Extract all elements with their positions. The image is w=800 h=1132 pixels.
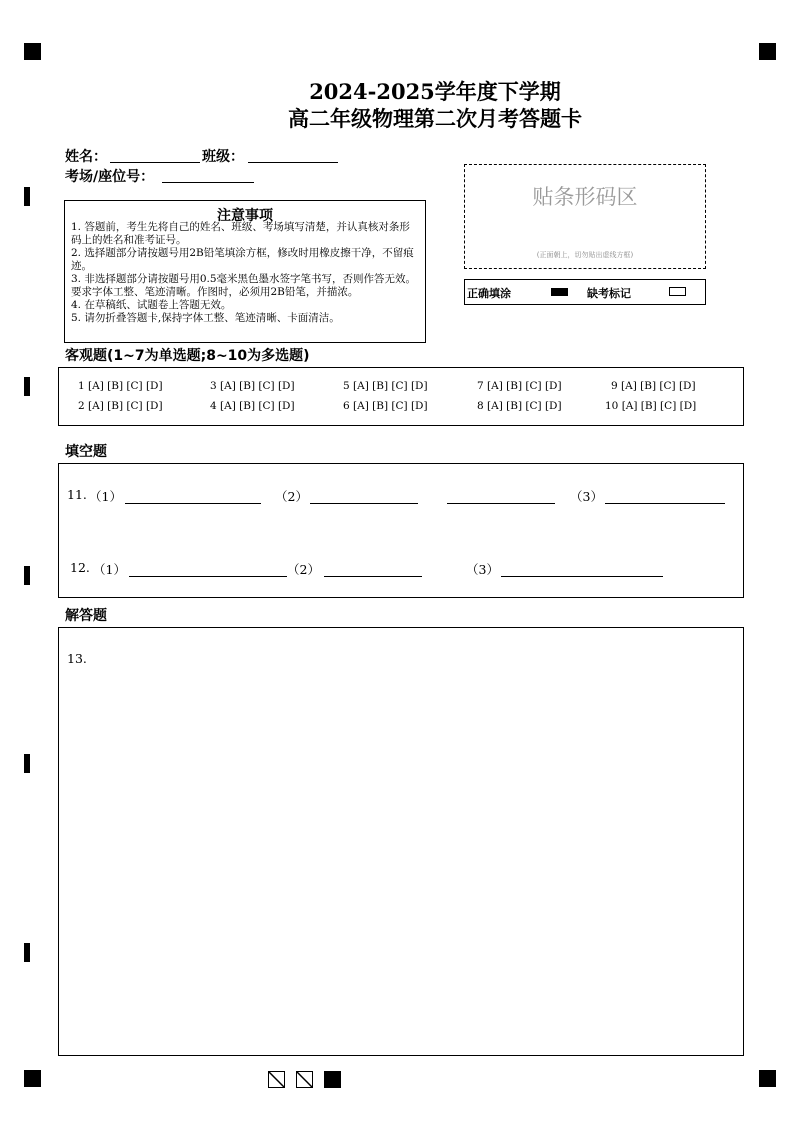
barcode-title: 贴条形码区	[532, 185, 638, 209]
notice-item-3: 3. 非选择题部分请按题号用0.5毫米黑色墨水签字笔书写，否则作答无效。要求字体工整、笔迹清晰。作图时，必须用2B铅笔，并描浓。	[71, 273, 417, 298]
q11-part1-blank[interactable]	[125, 503, 261, 504]
objective-item-4[interactable]: 4 [A] [B] [C] [D]	[210, 400, 295, 412]
notice-item-1: 1. 答题前，考生先将自己的姓名、班级、考场填写清楚，并认真核对条形码上的姓名和准考证号。	[71, 221, 410, 246]
notice-item-4: 4. 在草稿纸、试题卷上答题无效。	[71, 299, 232, 311]
slash-box-icon	[296, 1071, 313, 1088]
fill-legend-box	[464, 279, 706, 305]
q11-part1-label: （1）	[89, 489, 122, 504]
q13-number: 13.	[67, 651, 87, 666]
room-seat-field[interactable]	[162, 182, 254, 183]
notice-item-2: 2. 选择题部分请按题号用2B铅笔填涂方框，修改时用橡皮擦干净，不留痕迹。	[71, 247, 414, 272]
name-label: 姓名：	[65, 149, 107, 165]
corner-mark-top-left	[24, 43, 41, 60]
corner-mark-bottom-right	[759, 1070, 776, 1087]
objective-item-10[interactable]: 10 [A] [B] [C] [D]	[605, 400, 697, 412]
q11-part2-blank-extra[interactable]	[447, 503, 555, 504]
barcode-area	[464, 164, 706, 269]
timing-mark	[24, 377, 30, 396]
barcode-hint: (正面朝上，切勿贴出虚线方框)	[536, 251, 634, 259]
class-label: 班级：	[202, 149, 244, 165]
correct-fill-label: 正确填涂	[467, 287, 511, 300]
objective-item-3[interactable]: 3 [A] [B] [C] [D]	[210, 380, 295, 392]
q12-part3-label: （3）	[466, 562, 499, 577]
notice-box	[64, 200, 426, 343]
page-title-line1: 2024-2025学年度下学期	[309, 79, 561, 104]
objective-item-7[interactable]: 7 [A] [B] [C] [D]	[477, 380, 562, 392]
objective-item-1[interactable]: 1 [A] [B] [C] [D]	[78, 380, 163, 392]
slash-box-icon	[268, 1071, 285, 1088]
objective-item-2[interactable]: 2 [A] [B] [C] [D]	[78, 400, 163, 412]
q12-part1-blank[interactable]	[129, 576, 287, 577]
timing-mark	[24, 943, 30, 962]
objective-box	[58, 367, 744, 426]
page-title-line2: 高二年级物理第二次月考答题卡	[288, 106, 582, 131]
timing-mark	[24, 566, 30, 585]
objective-item-8[interactable]: 8 [A] [B] [C] [D]	[477, 400, 562, 412]
corner-mark-top-right	[759, 43, 776, 60]
timing-mark	[24, 187, 30, 206]
q12-part2-label: （2）	[287, 562, 320, 577]
solution-section-title: 解答题	[65, 608, 107, 624]
class-field[interactable]	[248, 162, 338, 163]
absent-mark-checkbox[interactable]	[669, 287, 686, 296]
timing-mark	[24, 754, 30, 773]
correct-fill-sample	[551, 288, 568, 296]
q12-part3-blank[interactable]	[501, 576, 663, 577]
objective-item-6[interactable]: 6 [A] [B] [C] [D]	[343, 400, 428, 412]
q11-number: 11.	[67, 487, 87, 502]
filled-square-mark	[324, 1071, 341, 1088]
fill-blank-box	[58, 463, 744, 598]
q11-part2-blank[interactable]	[310, 503, 418, 504]
name-field[interactable]	[110, 162, 200, 163]
absent-mark-label: 缺考标记	[587, 287, 631, 300]
fill-blank-section-title: 填空题	[65, 444, 107, 460]
notice-item-5: 5. 请勿折叠答题卡,保持字体工整、笔迹清晰、卡面清洁。	[71, 312, 340, 324]
objective-section-title: 客观题(1~7为单选题;8~10为多选题)	[65, 348, 310, 364]
q12-number: 12.	[70, 560, 90, 575]
room-seat-label: 考场/座位号：	[65, 169, 155, 185]
q11-part3-label: （3）	[570, 489, 603, 504]
q11-part3-blank[interactable]	[605, 503, 725, 504]
objective-item-5[interactable]: 5 [A] [B] [C] [D]	[343, 380, 428, 392]
solution-box[interactable]	[58, 627, 744, 1056]
corner-mark-bottom-left	[24, 1070, 41, 1087]
q12-part1-label: （1）	[93, 562, 126, 577]
q11-part2-label: （2）	[275, 489, 308, 504]
objective-item-9[interactable]: 9 [A] [B] [C] [D]	[611, 380, 696, 392]
q12-part2-blank[interactable]	[324, 576, 422, 577]
notice-title: 注意事项	[217, 208, 273, 224]
